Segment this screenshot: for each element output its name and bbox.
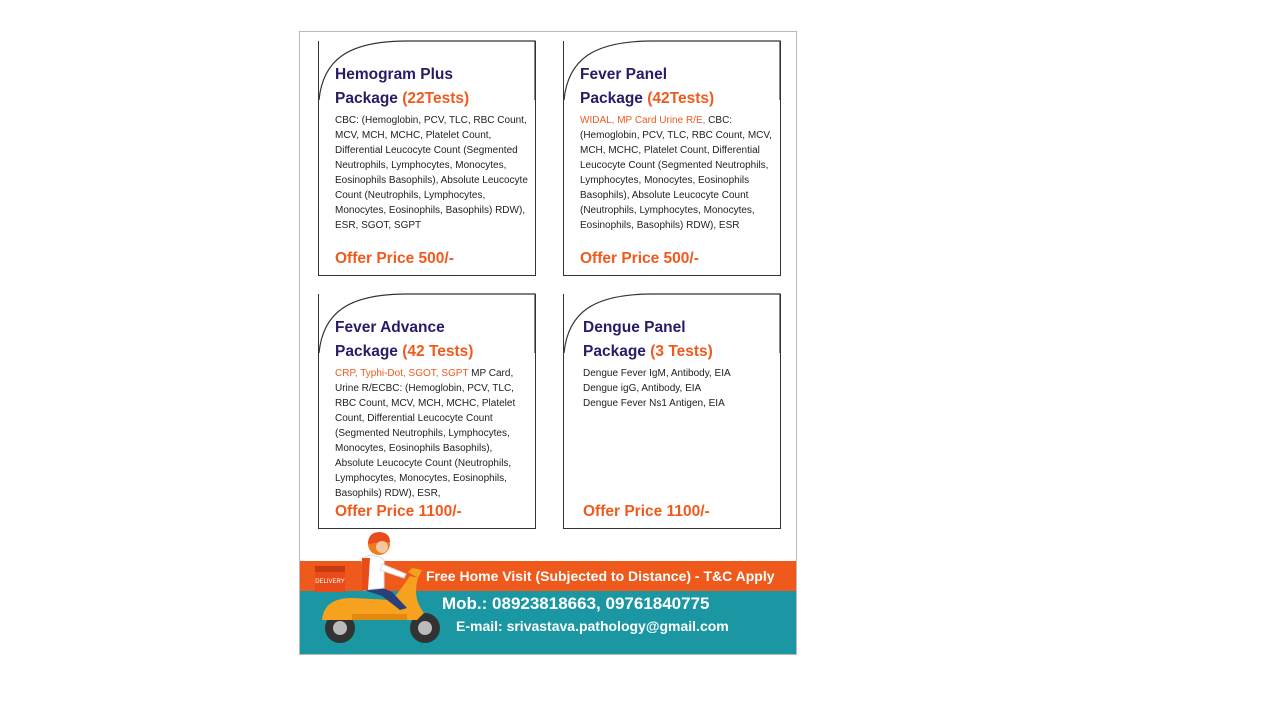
package-description: CRP, Typhi-Dot, SGOT, SGPT MP Card, Urine R/ECBC: (Hemoglobin, PCV, TLC, RBC Count, MCV, MCH, MCHC, Platelet Count, Differential Leucocyte Count (Segmented Neutrophils, Lymphocytes, Monocytes, Eosinophils Basophils), Absolute Leucocyte Count (Neutrophils, Lymphocytes, Monocytes, Eosinophils, Basophils) RDW), ESR, <box>335 368 516 499</box>
offer-price: Offer Price 1100/- <box>583 503 710 520</box>
package-subtitle: Package (42 Tests) <box>335 343 474 360</box>
mobile-numbers: Mob.: 08923818663, 09761840775 <box>442 594 710 613</box>
offer-price: Offer Price 500/- <box>580 250 699 267</box>
test-line: Dengue Fever Ns1 Antigen, EIA <box>583 398 725 409</box>
flyer <box>299 31 797 655</box>
package-title: Dengue Panel <box>583 319 686 336</box>
package-subtitle: Package (22Tests) <box>335 90 470 107</box>
test-count: (42Tests) <box>647 90 715 107</box>
email-address[interactable]: E-mail: srivastava.pathology@gmail.com <box>456 618 729 634</box>
test-count: (22Tests) <box>402 90 470 107</box>
test-count: (42 Tests) <box>402 343 474 360</box>
package-title: Fever Panel <box>580 66 668 83</box>
package-card-hemogram <box>318 41 536 276</box>
package-title: Hemogram Plus <box>335 66 454 83</box>
delivery-scooter-icon <box>312 528 447 648</box>
package-description <box>583 366 774 411</box>
test-line: Dengue igG, Antibody, EIA <box>583 383 702 394</box>
offer-price: Offer Price 500/- <box>335 250 454 267</box>
package-description: WIDAL, MP Card Urine R/E, CBC: (Hemoglobin, PCV, TLC, RBC Count, MCV, MCH, MCHC, Platelet Count, Differential Leucocyte Count (Segmented Neutrophils, Lymphocytes, Monocytes, Eosinophils Basophils), Absolute Leucocyte Count (Neutrophils, Lymphocytes, Monocytes, Eosinophils, Basophils) RDW), ESR <box>580 115 772 231</box>
test-count: (3 Tests) <box>650 343 713 360</box>
package-subtitle: Package (3 Tests) <box>583 343 713 360</box>
package-card-fever-panel <box>563 41 781 276</box>
package-title: Fever Advance <box>335 319 445 336</box>
package-subtitle: Package (42Tests) <box>580 90 715 107</box>
offer-price: Offer Price 1100/- <box>335 503 462 520</box>
package-description: CBC: (Hemoglobin, PCV, TLC, RBC Count, MCV, MCH, MCHC, Platelet Count, Differential Leucocyte Count (Segmented Neutrophils, Lymphocytes, Monocytes, Eosinophils Basophils), Absolute Leucocyte Count (Neutrophils, Lymphocytes, Monocytes, Eosinophils, Basophils) RDW), ESR, SGOT, SGPT <box>335 115 528 231</box>
delivery-box-label: DELIVERY <box>315 579 345 585</box>
package-card-dengue <box>563 294 781 529</box>
package-card-fever-advance <box>318 294 536 529</box>
test-line: Dengue Fever IgM, Antibody, EIA <box>583 368 731 379</box>
home-visit-text: Free Home Visit (Subjected to Distance) - T&C Apply <box>426 568 775 584</box>
